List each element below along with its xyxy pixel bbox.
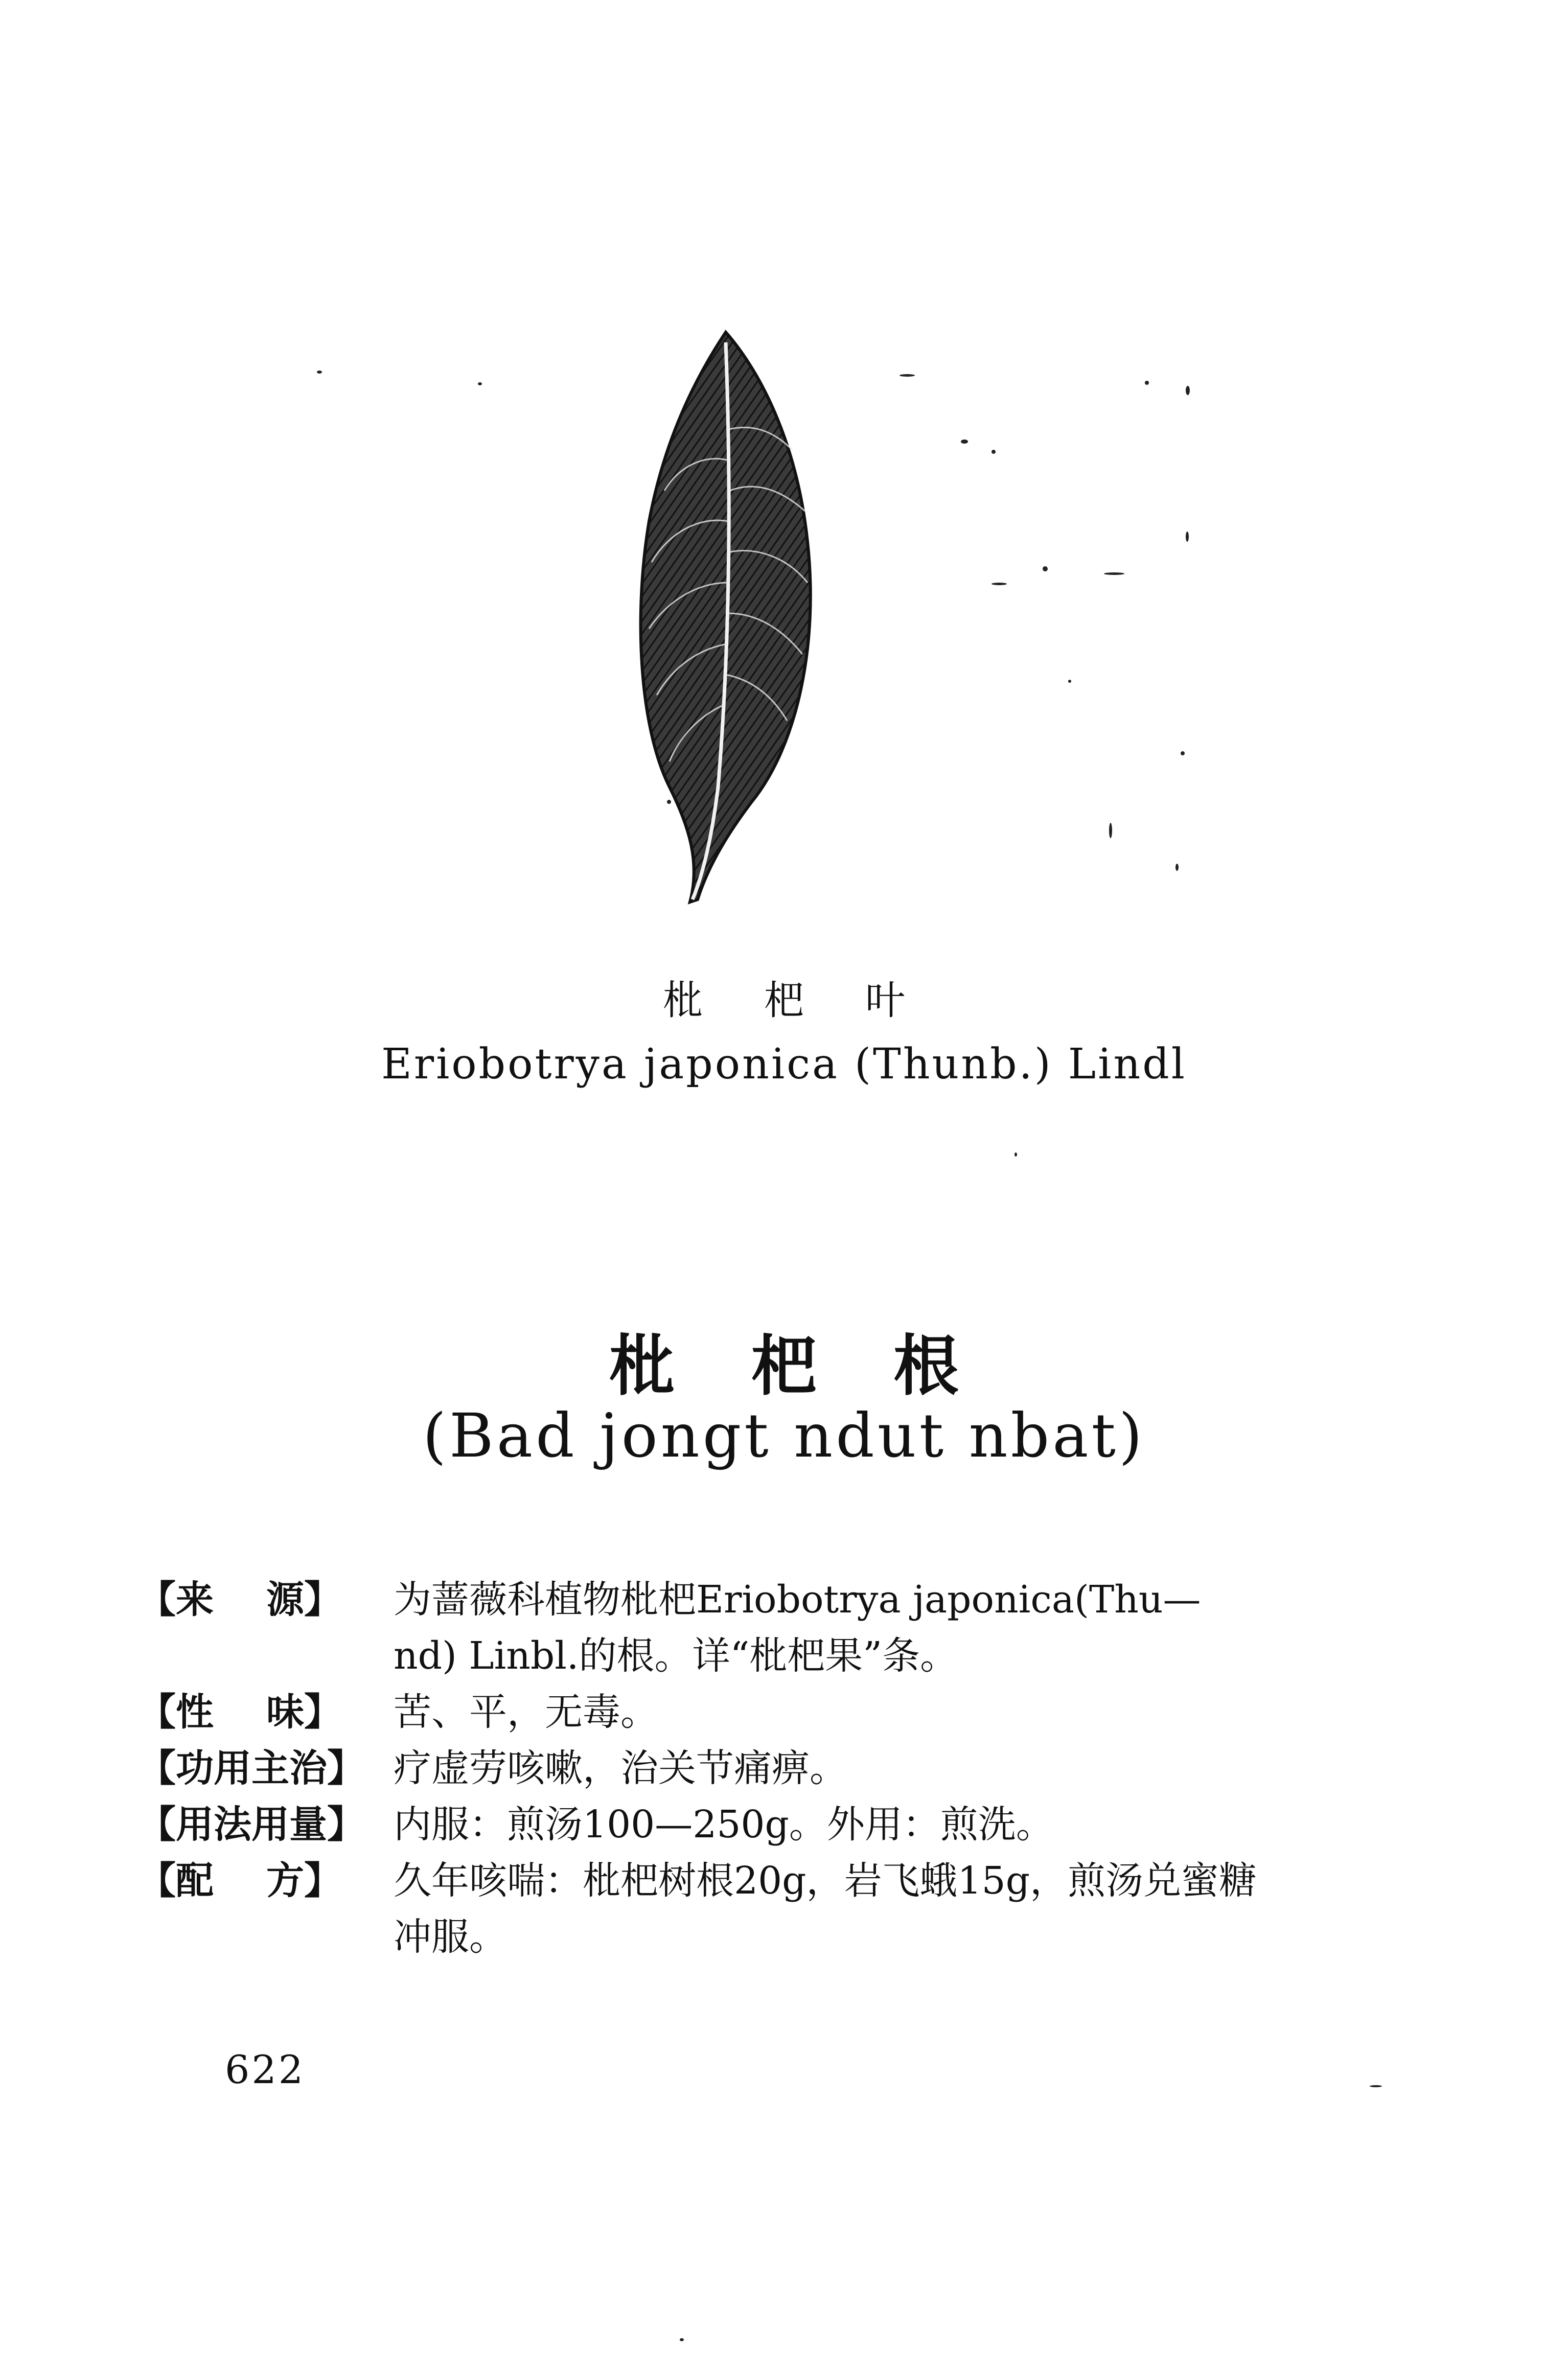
scan-speck [1186, 386, 1190, 395]
scan-speck [961, 440, 968, 444]
field-label: 【性 味】 [138, 1690, 342, 1734]
scan-speck [1186, 532, 1189, 542]
scan-speck [1145, 381, 1149, 385]
scan-speck [1181, 751, 1185, 755]
field-content [394, 1684, 1385, 1740]
field-line: nd) Linbl.的根。详“枇杷果”条。 [394, 1634, 958, 1678]
field-line: 冲服。 [394, 1915, 507, 1959]
field-content [394, 1572, 1385, 1684]
scan-speck [1043, 566, 1048, 571]
scan-speck [991, 450, 996, 454]
scan-speck [991, 583, 1007, 585]
page-number: 622 [225, 2047, 306, 2092]
field-label: 【来 源】 [138, 1578, 342, 1622]
field-content [394, 1853, 1385, 1965]
scan-speck [317, 371, 322, 374]
loquat-leaf-illustration [629, 327, 843, 920]
field-content [394, 1740, 1385, 1796]
field-content [394, 1796, 1385, 1853]
field-source [138, 1572, 1385, 1684]
scan-speck [680, 2338, 684, 2341]
field-label: 【用法用量】 [138, 1803, 365, 1847]
scan-speck [1104, 572, 1124, 575]
scan-speck [1109, 823, 1112, 838]
field-label: 【功用主治】 [138, 1746, 365, 1790]
field-line: 疗虚劳咳嗽，治关节痛痹。 [394, 1746, 847, 1790]
field-function [138, 1740, 1385, 1796]
figure-caption-latin: Eriobotrya japonica (Thunb.) Lindl [381, 1040, 1187, 1089]
entry-title: 枇杷根 [609, 1328, 1035, 1404]
field-line: 内服：煎汤100—250g。外用：煎洗。 [394, 1803, 1054, 1847]
figure-caption-chinese: 枇杷叶 [662, 978, 966, 1024]
scan-speck [478, 382, 482, 385]
scan-speck [1175, 864, 1179, 871]
scan-speck [667, 800, 671, 804]
field-taste [138, 1684, 1385, 1740]
scan-speck [1068, 680, 1071, 683]
scan-speck [1014, 1152, 1017, 1157]
field-line: 为蔷薇科植物枇杷Eriobotrya japonica(Thu— [394, 1578, 1201, 1622]
field-line: 苦、平，无毒。 [394, 1690, 658, 1734]
scan-speck [900, 374, 915, 377]
field-usage-dosage [138, 1796, 1385, 1853]
entry-local-name: (Bad jongt ndut nbat) [422, 1400, 1146, 1471]
field-label: 【配 方】 [138, 1859, 342, 1903]
field-line: 久年咳喘：枇杷树根20g，岩飞蛾15g，煎汤兑蜜糖 [394, 1859, 1257, 1903]
field-formula [138, 1853, 1385, 1965]
scan-speck [1370, 2085, 1382, 2087]
